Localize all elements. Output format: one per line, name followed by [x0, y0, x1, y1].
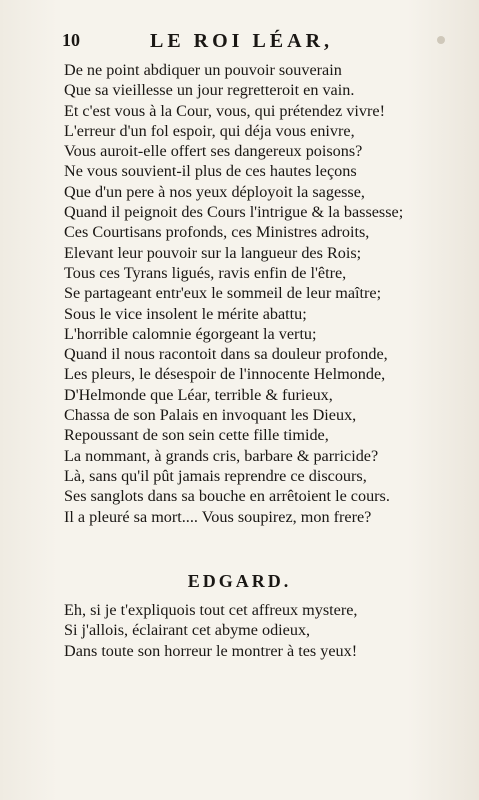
verse-line: Sous le vice insolent le mérite abattu;	[64, 304, 307, 323]
page-number: 10	[62, 30, 80, 50]
verse-line: L'erreur d'un fol espoir, qui déja vous enivre,	[64, 121, 355, 140]
verse-line: Là, sans qu'il pût jamais reprendre ce discours,	[64, 466, 367, 485]
verse-line: Se partageant entr'eux le sommeil de leur maître;	[64, 284, 382, 303]
verse-line: Tous ces Tyrans ligués, ravis enfin de l'être,	[64, 263, 347, 282]
verse-block-2	[64, 600, 424, 661]
verse-line: Les pleurs, le désespoir de l'innocente Helmonde,	[64, 365, 386, 384]
page-header	[62, 30, 392, 56]
verse-line: Vous auroit-elle offert ses dangereux poisons?	[64, 142, 363, 161]
verse-line: La nommant, à grands cris, barbare & parricide?	[64, 446, 379, 465]
verse-line: Ces Courtisans profonds, ces Ministres adroits,	[64, 223, 370, 242]
verse-line: Chassa de son Palais en invoquant les Dieux,	[64, 406, 357, 425]
verse-line: Quand il peignoit des Cours l'intrigue & la bassesse;	[64, 203, 404, 222]
running-title: LE ROI LÉAR,	[150, 30, 334, 52]
verse-line: Si j'allois, éclairant cet abyme odieux,	[64, 621, 311, 640]
paper-stain	[437, 36, 445, 44]
verse-line: Eh, si je t'expliquois tout cet affreux mystere,	[64, 601, 358, 619]
verse-line: D'Helmonde que Léar, terrible & furieux,	[64, 385, 333, 404]
verse-line: Elevant leur pouvoir sur la langueur des Rois;	[64, 243, 362, 262]
verse-block-1	[64, 60, 424, 527]
verse-line: Que sa vieillesse un jour regretteroit en vain.	[64, 81, 355, 100]
verse-line: Dans toute son horreur le montrer à tes yeux!	[64, 641, 358, 660]
verse-line: Ne vous souvient-il plus de ces hautes leçons	[64, 162, 357, 181]
verse-line: L'horrible calomnie égorgeant la vertu;	[64, 324, 317, 343]
verse-line: Que d'un pere à nos yeux déployoit la sagesse,	[64, 182, 365, 201]
verse-line: Quand il nous racontoit dans sa douleur profonde,	[64, 345, 388, 364]
verse-line: Ses sanglots dans sa bouche en arrêtoient le cours.	[64, 487, 390, 506]
speaker-name: EDGARD.	[187, 571, 292, 591]
verse-line: De ne point abdiquer un pouvoir souverain	[64, 61, 342, 79]
verse-line: Il a pleuré sa mort.... Vous soupirez, mon frere?	[64, 507, 372, 526]
verse-line: Et c'est vous à la Cour, vous, qui prétendez vivre!	[64, 101, 385, 120]
verse-line: Repoussant de son sein cette fille timide,	[64, 426, 329, 445]
